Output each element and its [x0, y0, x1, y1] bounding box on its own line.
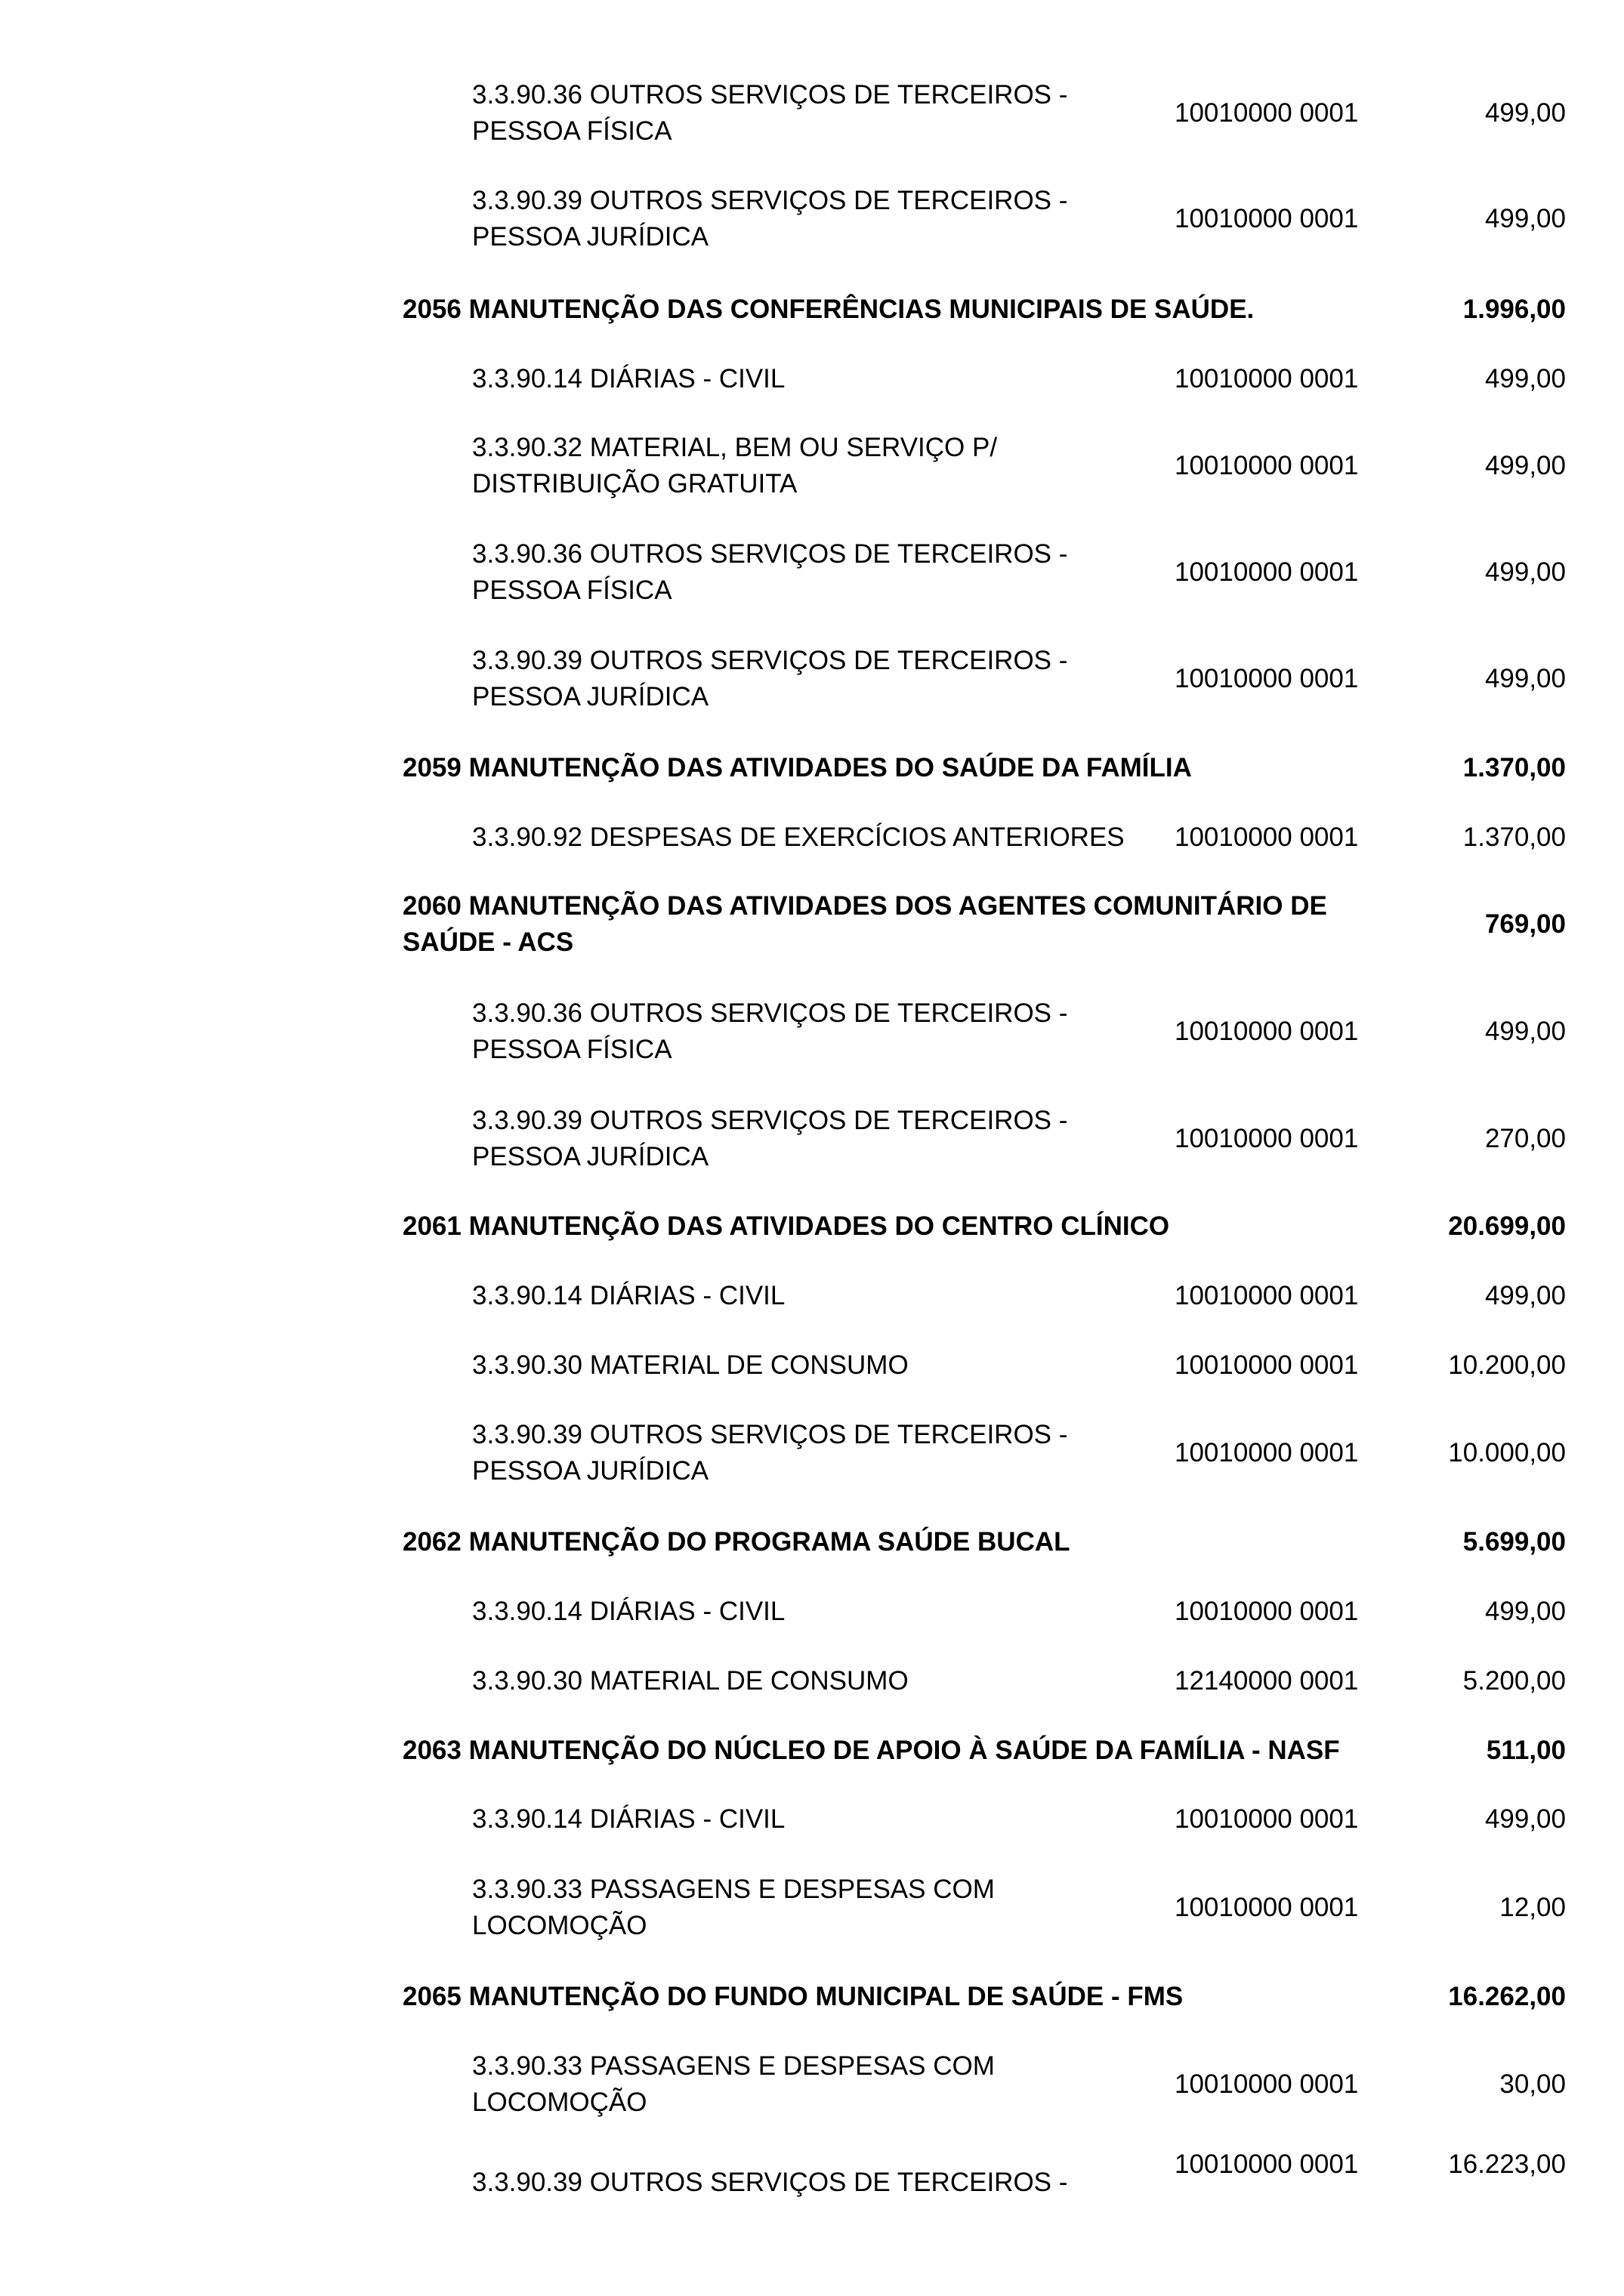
resource-code: 10010000 0001 — [1175, 451, 1359, 480]
resource-code: 10010000 0001 — [1175, 1438, 1359, 1467]
expense-row — [403, 1594, 1566, 1630]
expense-description — [472, 1801, 785, 1838]
resource-code: 10010000 0001 — [1175, 364, 1359, 393]
action-row — [403, 1524, 1566, 1560]
expense-row — [403, 1417, 1566, 1489]
expense-description — [472, 995, 1067, 1068]
action-description — [403, 888, 1327, 961]
description-line: PESSOA JURÍDICA — [472, 1456, 709, 1486]
action-description — [403, 1733, 1340, 1769]
amount: 5.200,00 — [1462, 1666, 1566, 1696]
expense-description — [472, 1278, 785, 1314]
resource-code: 10010000 0001 — [1175, 1281, 1359, 1310]
description-line: 3.3.90.39 OUTROS SERVIÇOS DE TERCEIROS - — [472, 1106, 1068, 1135]
description-line: 2060 MANUTENÇÃO DAS ATIVIDADES DOS AGENTES COMUNITÁRIO DE — [403, 891, 1327, 921]
description-line: 3.3.90.39 OUTROS SERVIÇOS DE TERCEIROS - — [472, 646, 1068, 675]
action-description — [403, 750, 1192, 786]
resource-code: 10010000 0001 — [1175, 557, 1359, 587]
expense-row — [403, 1103, 1566, 1175]
description-line: PESSOA FÍSICA — [472, 116, 672, 146]
description-line: 3.3.90.39 OUTROS SERVIÇOS DE TERCEIROS - — [472, 186, 1068, 215]
expense-row — [403, 1347, 1566, 1384]
amount: 499,00 — [1484, 1804, 1566, 1834]
expense-row — [403, 536, 1566, 609]
action-row — [403, 1733, 1566, 1769]
description-line: PESSOA FÍSICA — [472, 1035, 672, 1064]
description-line: 2059 MANUTENÇÃO DAS ATIVIDADES DO SAÚDE DA FAMÍLIA — [403, 753, 1192, 782]
action-row — [403, 292, 1566, 328]
expense-description — [472, 361, 785, 397]
description-line: PESSOA FÍSICA — [472, 576, 672, 605]
resource-code: 10010000 0001 — [1175, 1893, 1359, 1922]
description-line: 3.3.90.30 MATERIAL DE CONSUMO — [472, 1666, 909, 1696]
action-total: 1.996,00 — [1462, 295, 1566, 324]
description-line: 3.3.90.36 OUTROS SERVIÇOS DE TERCEIROS - — [472, 539, 1068, 569]
description-line: 2063 MANUTENÇÃO DO NÚCLEO DE APOIO À SAÚDE DA FAMÍLIA - NASF — [403, 1736, 1340, 1765]
description-line: 2061 MANUTENÇÃO DAS ATIVIDADES DO CENTRO CLÍNICO — [403, 1211, 1170, 1241]
expense-description — [472, 643, 1067, 715]
description-line: 2065 MANUTENÇÃO DO FUNDO MUNICIPAL DE SAÚDE - FMS — [403, 1982, 1184, 2011]
action-row — [403, 750, 1566, 786]
amount: 12,00 — [1499, 1893, 1566, 1922]
expense-description — [472, 819, 1125, 856]
resource-code: 10010000 0001 — [1175, 1124, 1359, 1153]
description-line: 3.3.90.14 DIÁRIAS - CIVIL — [472, 364, 786, 393]
resource-code: 10010000 0001 — [1175, 98, 1359, 128]
amount: 499,00 — [1484, 98, 1566, 128]
expense-description — [472, 183, 1067, 255]
amount: 270,00 — [1484, 1124, 1566, 1153]
resource-code: 10010000 0001 — [1175, 1597, 1359, 1626]
expense-description — [472, 430, 997, 502]
expense-description — [472, 1347, 909, 1384]
amount: 1.370,00 — [1462, 822, 1566, 852]
description-line: 3.3.90.36 OUTROS SERVIÇOS DE TERCEIROS - — [472, 998, 1068, 1028]
description-line: 3.3.90.33 PASSAGENS E DESPESAS COM — [472, 2051, 995, 2081]
description-line: 3.3.90.92 DESPESAS DE EXERCÍCIOS ANTERIORES — [472, 822, 1125, 852]
action-description — [403, 1524, 1070, 1560]
description-line: 3.3.90.33 PASSAGENS E DESPESAS COM — [472, 1875, 995, 1904]
resource-code: 10010000 0001 — [1175, 664, 1359, 693]
expense-description — [472, 1103, 1067, 1175]
resource-code: 10010000 0001 — [1175, 822, 1359, 852]
action-total: 16.262,00 — [1448, 1982, 1566, 2011]
action-description — [403, 292, 1254, 328]
action-row — [403, 1979, 1566, 2015]
action-description — [403, 1208, 1169, 1245]
description-line: 2062 MANUTENÇÃO DO PROGRAMA SAÚDE BUCAL — [403, 1527, 1070, 1557]
action-total: 1.370,00 — [1462, 753, 1566, 782]
expense-description — [472, 1417, 1067, 1489]
description-line: 3.3.90.14 DIÁRIAS - CIVIL — [472, 1597, 786, 1626]
action-total: 5.699,00 — [1462, 1527, 1566, 1557]
description-line: 3.3.90.32 MATERIAL, BEM OU SERVIÇO P/ — [472, 433, 998, 462]
expense-row — [403, 2146, 1566, 2219]
action-row — [403, 1208, 1566, 1245]
description-line: 3.3.90.36 OUTROS SERVIÇOS DE TERCEIROS - — [472, 80, 1068, 110]
expense-row — [403, 183, 1566, 255]
amount: 10.000,00 — [1448, 1438, 1566, 1467]
expense-description — [472, 2165, 1067, 2201]
amount: 499,00 — [1484, 1281, 1566, 1310]
description-line: SAÚDE - ACS — [403, 927, 574, 957]
expense-row — [403, 643, 1566, 715]
action-total: 511,00 — [1486, 1736, 1566, 1765]
expense-description — [472, 77, 1067, 150]
resource-code: 10010000 0001 — [1175, 1017, 1359, 1046]
expense-row — [403, 430, 1566, 502]
expense-description — [472, 1872, 995, 1944]
expense-row — [403, 1663, 1566, 1699]
amount: 10.200,00 — [1448, 1350, 1566, 1380]
expense-row — [403, 1801, 1566, 1838]
description-line: PESSOA JURÍDICA — [472, 222, 709, 252]
action-total: 769,00 — [1484, 909, 1566, 939]
amount: 499,00 — [1484, 1597, 1566, 1626]
description-line: DISTRIBUIÇÃO GRATUITA — [472, 469, 798, 498]
description-line: 3.3.90.14 DIÁRIAS - CIVIL — [472, 1281, 786, 1310]
action-row — [403, 888, 1566, 961]
expense-description — [472, 1663, 909, 1699]
expense-row — [403, 361, 1566, 397]
amount: 499,00 — [1484, 364, 1566, 393]
resource-code: 10010000 0001 — [1175, 1804, 1359, 1834]
expense-description — [472, 536, 1067, 609]
expense-row — [403, 819, 1566, 856]
amount: 499,00 — [1484, 557, 1566, 587]
expense-row — [403, 1872, 1566, 1944]
description-line: 3.3.90.39 OUTROS SERVIÇOS DE TERCEIROS - — [472, 2168, 1068, 2197]
amount: 30,00 — [1499, 2069, 1566, 2099]
description-line: 3.3.90.14 DIÁRIAS - CIVIL — [472, 1804, 786, 1834]
amount: 499,00 — [1484, 451, 1566, 480]
action-description — [403, 1979, 1183, 2015]
resource-code: 12140000 0001 — [1175, 1666, 1359, 1696]
amount: 499,00 — [1484, 204, 1566, 233]
resource-code: 10010000 0001 — [1175, 1350, 1359, 1380]
expense-row — [403, 77, 1566, 150]
description-line: LOCOMOÇÃO — [472, 2088, 647, 2117]
amount: 499,00 — [1484, 664, 1566, 693]
resource-code: 10010000 0001 — [1175, 2069, 1359, 2099]
description-line: PESSOA JURÍDICA — [472, 1142, 709, 1171]
description-line: PESSOA JURÍDICA — [472, 682, 709, 711]
expense-description — [472, 1594, 785, 1630]
amount: 16.223,00 — [1448, 2149, 1566, 2179]
description-line: LOCOMOÇÃO — [472, 1911, 647, 1940]
expense-row — [403, 2048, 1566, 2121]
expense-row — [403, 995, 1566, 1068]
resource-code: 10010000 0001 — [1175, 2149, 1359, 2179]
description-line: 3.3.90.30 MATERIAL DE CONSUMO — [472, 1350, 909, 1380]
expense-row — [403, 1278, 1566, 1314]
amount: 499,00 — [1484, 1017, 1566, 1046]
action-total: 20.699,00 — [1448, 1211, 1566, 1241]
description-line: 3.3.90.39 OUTROS SERVIÇOS DE TERCEIROS - — [472, 1420, 1068, 1449]
description-line: 2056 MANUTENÇÃO DAS CONFERÊNCIAS MUNICIPAIS DE SAÚDE. — [403, 295, 1255, 324]
resource-code: 10010000 0001 — [1175, 204, 1359, 233]
expense-description — [472, 2048, 995, 2121]
